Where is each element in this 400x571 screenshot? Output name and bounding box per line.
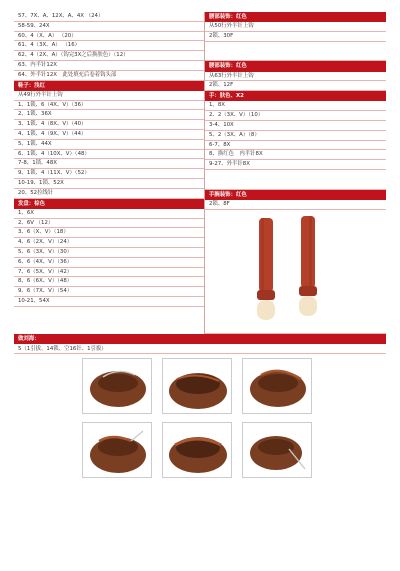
hair-rows xyxy=(14,209,204,307)
pattern-row: 6、6（4X、V）（36） xyxy=(14,258,204,268)
section-header-waist-top: 腰部装饰：红色 xyxy=(205,12,386,22)
pattern-row: 4、6（2X、V）（24） xyxy=(14,238,204,248)
pattern-row: 64、外半针12X 此处填充后卷着钩头部 xyxy=(14,71,204,81)
spacer xyxy=(205,170,386,190)
pattern-row: 9-27、外半针8X xyxy=(205,160,386,170)
pattern-row: 2锁、8F xyxy=(205,200,386,210)
arms-photo xyxy=(205,210,386,334)
pattern-row: 2锁、12F xyxy=(205,81,386,91)
pattern-row: 6、1锁、4（10X、V）（48） xyxy=(14,150,204,160)
process-photo xyxy=(162,358,232,414)
bangs-photo-grid xyxy=(14,354,386,484)
shoes-rows xyxy=(14,91,204,199)
pattern-row: 10-19、1锁、52X xyxy=(14,179,204,189)
pattern-row: 从63行外半针上钩 xyxy=(205,72,386,82)
pattern-row: 5、2（3X、A）（8） xyxy=(205,131,386,141)
left-column xyxy=(14,12,204,307)
pattern-row: 9、1锁、4（11X、V）（52） xyxy=(14,169,204,179)
process-photo xyxy=(82,422,152,478)
section-header-shoes: 鞋子：浅红 xyxy=(14,81,204,91)
pattern-row: 10-21、54X xyxy=(14,297,204,307)
section-header-wrist: 手腕装饰：红色 xyxy=(205,190,386,200)
pattern-row: 2锁、30F xyxy=(205,32,386,42)
pattern-row: 20、52拉线针 xyxy=(14,189,204,199)
pattern-row: 2、2（3X、V）（10） xyxy=(205,111,386,121)
left-top-rows xyxy=(14,12,204,81)
pattern-row: 63、内半针12X xyxy=(14,61,204,71)
pattern-row: 1、8X xyxy=(205,101,386,111)
spacer xyxy=(205,42,386,62)
right-column xyxy=(204,12,386,334)
pattern-row: 58-59、24X xyxy=(14,22,204,32)
pattern-row: 7、6（5X、V）（42） xyxy=(14,268,204,278)
pattern-row: 8、6（6X、V）（48） xyxy=(14,277,204,287)
pattern-row: 6-7、8X xyxy=(205,141,386,151)
section-header-hair: 发盘：棕色 xyxy=(14,199,204,209)
pattern-row: 5（1引拔、14锁、空16针、1引拔） xyxy=(14,344,386,354)
pattern-row: 1、6X xyxy=(14,209,204,219)
pattern-row: 5、1锁、44X xyxy=(14,140,204,150)
process-photo xyxy=(242,358,312,414)
pattern-row: 9、6（7X、V）（54） xyxy=(14,287,204,297)
process-photo xyxy=(162,422,232,478)
pattern-row: 1、1锁、6（4X、V）（36） xyxy=(14,101,204,111)
pattern-row: 从50行外半针上钩 xyxy=(205,22,386,32)
section-header-waist-mid: 腰部装饰：红色 xyxy=(205,61,386,71)
pattern-row: 3-4、10X xyxy=(205,121,386,131)
section-header-bangs: 做刘海： xyxy=(14,334,386,344)
pattern-row: 62、4（2X、A）（钩完3X之后换肤色）（12） xyxy=(14,51,204,61)
pattern-row: 5、6（3X、V）（30） xyxy=(14,248,204,258)
pattern-row: 8、换红色 内半针8X xyxy=(205,150,386,160)
crochet-arms-image xyxy=(249,214,331,328)
pattern-row: 3、1锁、4（8X、V）（40） xyxy=(14,120,204,130)
pattern-row: 3、6（X、V）（18） xyxy=(14,228,204,238)
pattern-row: 2、1锁、36X xyxy=(14,110,204,120)
pattern-row: 61、4（3X、A） （16） xyxy=(14,41,204,51)
pattern-page xyxy=(14,12,386,484)
pattern-row: 2、6V （12） xyxy=(14,219,204,229)
pattern-row: 4、1锁、4（9X、V）（44） xyxy=(14,130,204,140)
pattern-row: 7-8、1锁、48X xyxy=(14,159,204,169)
section-header-hands: 手：肤色、X2 xyxy=(205,91,386,101)
pattern-row: 60、4（X、A） （20） xyxy=(14,32,204,42)
process-photo xyxy=(242,422,312,478)
process-photo xyxy=(82,358,152,414)
pattern-row: 57、7X、A、12X、A、4X （24） xyxy=(14,12,204,22)
pattern-row: 从49行外半针上钩 xyxy=(14,91,204,101)
